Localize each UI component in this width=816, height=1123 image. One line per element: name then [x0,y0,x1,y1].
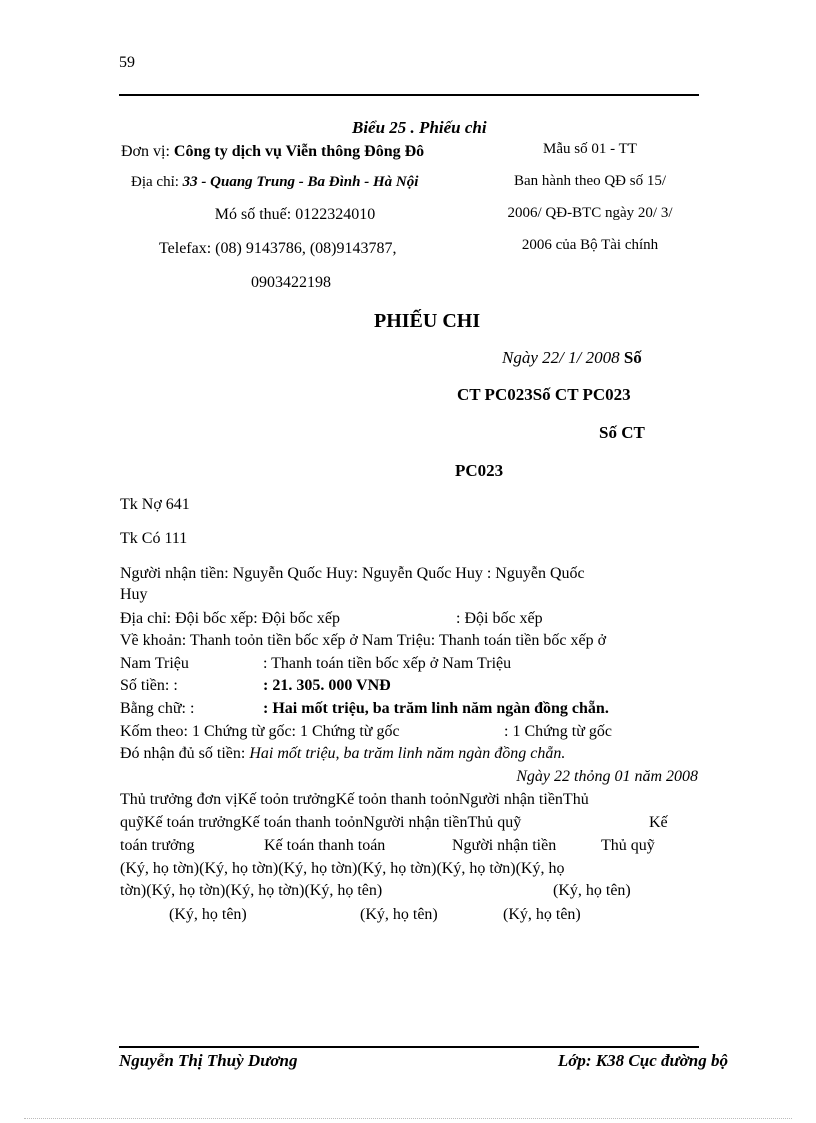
company-address [131,174,418,191]
unit-label: Đơn vị: [121,143,170,160]
footer-class-info: Lớp: K38 Cục đường bộ [557,1051,728,1070]
amount-words-label: Bằng chữ: : [120,700,195,717]
account-debit: Tk Nợ 641 [120,496,190,513]
company-telefax-2: 0903422198 [251,274,331,291]
recipient-line: Người nhận tiền: Nguyễn Quốc Huy: Nguyễn Quốc Huy : Nguyễn Quốc [120,565,585,582]
amount-words-value: : Hai mốt triệu, ba trăm linh năm ngàn đồng chẵn. [263,700,609,717]
reason-line-cont-a: Nam Triệu [120,655,189,672]
voucher-number-line-3: PC023 [455,461,504,480]
footer-author: Nguyễn Thị Thuỳ Dương [119,1051,298,1070]
recipient-line-cont: Huy [120,586,148,603]
page-number: 59 [119,54,135,71]
company-unit [121,143,424,161]
received-line [120,745,565,763]
signatures-line-2a: quỹKế toán trưởngKế toán thanh toỏnNgười nhận tiềnThủ quỹ [120,814,522,831]
signatures-line-6a: (Ký, họ tên) [169,906,247,923]
received-label: Đó nhận đủ số tiền: [120,745,246,762]
signatures-line-1: Thủ trưởng đơn vịKế toỏn trưởngKế toỏn thanh toỏnNgười nhận tiềnThủ [120,791,589,808]
voucher-number-line-2: Số CT [599,423,645,442]
company-tax-code: Mó số thuế: 0122324010 [214,206,376,223]
attachments-line: Kốm theo: 1 Chứng từ gốc: 1 Chứng từ gốc [120,723,400,740]
address-line: Địa chỉ: Đội bốc xếp: Đội bốc xếp [120,610,340,627]
template-line-1: Mẫu số 01 - TT [543,141,637,157]
account-credit: Tk Có 111 [120,530,188,547]
date-line [502,348,642,368]
document-title: PHIẾU CHI [374,310,481,332]
header-rule [119,94,699,96]
voucher-so-label: Số [623,348,642,367]
reason-line: Về khoản: Thanh toỏn tiền bốc xếp ở Nam Triệu: Thanh toán tiền bốc xếp ở [120,632,607,649]
template-line-3: 2006/ QĐ-BTC ngày 20/ 3/ [507,205,673,221]
signatures-line-2b: Kế [649,814,668,831]
signatures-line-3d: Thủ quỹ [601,837,655,854]
signatures-line-4: (Ký, họ tờn)(Ký, họ tờn)(Ký, họ tờn)(Ký, họ tờn)(Ký, họ tờn)(Ký, họ [120,860,565,877]
voucher-number-line-1: CT PC023Số CT PC023 [457,385,631,404]
page-bottom-edge [24,1118,792,1119]
reason-line-cont-b: : Thanh toán tiền bốc xếp ở Nam Triệu [263,655,512,672]
signatures-line-5b: (Ký, họ tên) [553,882,631,899]
footer-rule [119,1046,699,1048]
signatures-line-6c: (Ký, họ tên) [503,906,581,923]
template-line-4: 2006 của Bộ Tài chính [521,237,659,253]
unit-name: Công ty dịch vụ Viễn thông Đông Đô [173,143,425,160]
form-caption: Biểu 25 . Phiếu chi [352,118,487,137]
address-value: 33 - Quang Trung - Ba Đình - Hà Nội [182,174,419,190]
signatures-line-3a: toán trưởng [120,837,195,854]
signatures-line-6b: (Ký, họ tên) [360,906,438,923]
signatures-line-5a: tờn)(Ký, họ tờn)(Ký, họ tờn)(Ký, họ tên) [120,882,383,899]
amount-label: Số tiền: : [120,677,178,694]
signatures-line-3c: Người nhận tiền [452,837,557,854]
signing-date: Ngày 22 thỏng 01 năm 2008 [516,768,698,785]
template-line-2: Ban hành theo QĐ số 15/ [513,173,667,189]
attachments-line-tail: : 1 Chứng từ gốc [504,723,613,740]
company-telefax: Telefax: (08) 9143786, (08)9143787, [159,240,397,257]
voucher-date: Ngày 22/ 1/ 2008 [502,348,620,367]
amount-value: : 21. 305. 000 VNĐ [263,677,391,694]
received-value: Hai mốt triệu, ba trăm linh năm ngàn đồng chẵn. [249,745,566,762]
address-line-tail: : Đội bốc xếp [456,610,543,627]
signatures-line-3b: Kế toán thanh toán [264,837,386,854]
address-label: Địa chỉ: [131,174,179,190]
